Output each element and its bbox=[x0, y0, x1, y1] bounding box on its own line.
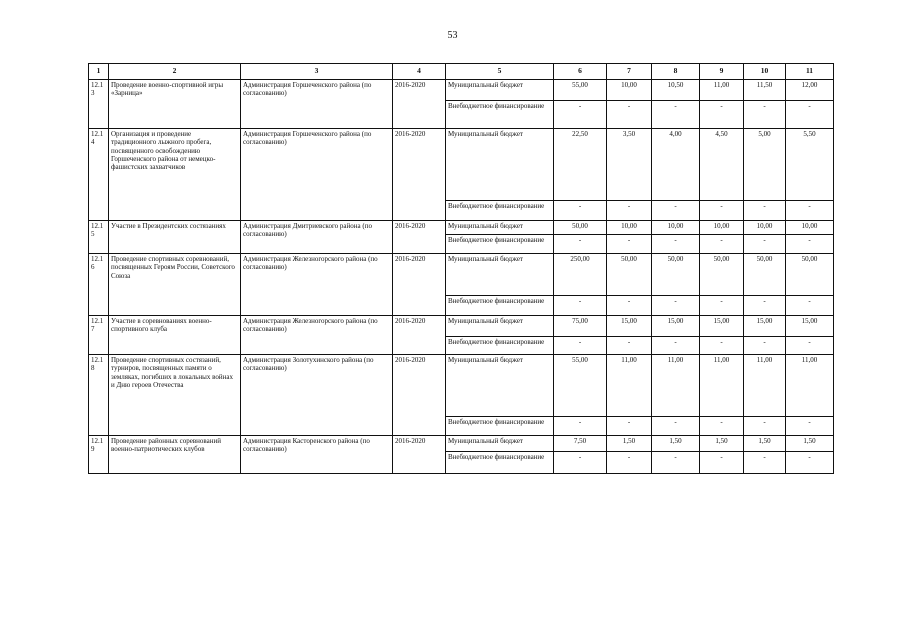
amount-cell: - bbox=[554, 452, 607, 474]
amount-cell: - bbox=[652, 417, 700, 436]
activity-name-cell: Проведение районных соревнований военно-патриотических клубов bbox=[109, 436, 241, 474]
amount-cell: 50,00 bbox=[607, 254, 652, 296]
row-id-cell: 12.13 bbox=[89, 80, 109, 129]
amount-cell: - bbox=[700, 417, 744, 436]
amount-cell: - bbox=[700, 452, 744, 474]
funding-source-cell: Внебюджетное финансирование bbox=[446, 337, 554, 355]
amount-cell: 4,50 bbox=[700, 129, 744, 201]
amount-cell: 22,50 bbox=[554, 129, 607, 201]
amount-cell: 10,50 bbox=[652, 80, 700, 101]
amount-cell: - bbox=[786, 452, 834, 474]
period-cell: 2016-2020 bbox=[393, 316, 446, 355]
amount-cell: 1,50 bbox=[786, 436, 834, 452]
table-row bbox=[89, 129, 834, 201]
executor-cell: Администрация Золотухинского района (по согласованию) bbox=[241, 355, 393, 436]
period-cell: 2016-2020 bbox=[393, 254, 446, 316]
column-header: 2 bbox=[109, 64, 241, 80]
amount-cell: 250,00 bbox=[554, 254, 607, 296]
amount-cell: - bbox=[700, 296, 744, 316]
executor-cell: Администрация Дмитриевского района (по согласованию) bbox=[241, 221, 393, 254]
amount-cell: 11,00 bbox=[786, 355, 834, 417]
amount-cell: - bbox=[652, 235, 700, 254]
amount-cell: 15,00 bbox=[607, 316, 652, 337]
amount-cell: 15,00 bbox=[700, 316, 744, 337]
amount-cell: - bbox=[554, 296, 607, 316]
amount-cell: - bbox=[744, 337, 786, 355]
row-id-cell: 12.19 bbox=[89, 436, 109, 474]
row-id-cell: 12.17 bbox=[89, 316, 109, 355]
activity-name-cell: Проведение спортивных соревнований, посвященных Героям России, Советского Союза bbox=[109, 254, 241, 316]
amount-cell: - bbox=[652, 452, 700, 474]
funding-source-cell: Внебюджетное финансирование bbox=[446, 417, 554, 436]
funding-source-cell: Муниципальный бюджет bbox=[446, 80, 554, 101]
page-number: 53 bbox=[447, 30, 458, 41]
amount-cell: 5,50 bbox=[786, 129, 834, 201]
executor-cell: Администрация Касторенского района (по согласованию) bbox=[241, 436, 393, 474]
funding-source-cell: Внебюджетное финансирование bbox=[446, 452, 554, 474]
period-cell: 2016-2020 bbox=[393, 221, 446, 254]
amount-cell: - bbox=[786, 201, 834, 221]
amount-cell: 15,00 bbox=[652, 316, 700, 337]
column-header: 8 bbox=[652, 64, 700, 80]
activity-name-cell: Организация и проведение традиционного лыжного пробега, посвященного освобождению Горшеченского района от немецко-фашистских захватчиков bbox=[109, 129, 241, 221]
funding-source-cell: Муниципальный бюджет bbox=[446, 436, 554, 452]
funding-source-cell: Внебюджетное финансирование bbox=[446, 296, 554, 316]
amount-cell: 5,00 bbox=[744, 129, 786, 201]
amount-cell: - bbox=[744, 452, 786, 474]
table-row bbox=[89, 316, 834, 337]
amount-cell: 10,00 bbox=[786, 221, 834, 235]
amount-cell: 11,00 bbox=[607, 355, 652, 417]
activity-name-cell: Участие в Президентских состязаниях bbox=[109, 221, 241, 254]
amount-cell: - bbox=[607, 101, 652, 129]
funding-source-cell: Внебюджетное финансирование bbox=[446, 101, 554, 129]
amount-cell: - bbox=[700, 235, 744, 254]
table-row bbox=[89, 436, 834, 452]
amount-cell: 10,00 bbox=[700, 221, 744, 235]
amount-cell: 55,00 bbox=[554, 355, 607, 417]
amount-cell: - bbox=[786, 417, 834, 436]
amount-cell: 3,50 bbox=[607, 129, 652, 201]
column-header: 1 bbox=[89, 64, 109, 80]
table-row bbox=[89, 355, 834, 417]
amount-cell: - bbox=[554, 337, 607, 355]
header-row bbox=[89, 64, 834, 80]
column-header: 4 bbox=[393, 64, 446, 80]
amount-cell: 15,00 bbox=[744, 316, 786, 337]
amount-cell: - bbox=[554, 101, 607, 129]
column-header: 6 bbox=[554, 64, 607, 80]
table-row bbox=[89, 221, 834, 235]
amount-cell: 50,00 bbox=[786, 254, 834, 296]
amount-cell: - bbox=[607, 201, 652, 221]
amount-cell: - bbox=[652, 337, 700, 355]
amount-cell: 50,00 bbox=[652, 254, 700, 296]
amount-cell: 10,00 bbox=[607, 221, 652, 235]
amount-cell: - bbox=[607, 452, 652, 474]
column-header: 9 bbox=[700, 64, 744, 80]
funding-source-cell: Муниципальный бюджет bbox=[446, 254, 554, 296]
funding-source-cell: Муниципальный бюджет bbox=[446, 316, 554, 337]
amount-cell: - bbox=[786, 235, 834, 254]
amount-cell: 1,50 bbox=[744, 436, 786, 452]
activity-name-cell: Участие в соревнованиях военно-спортивного клуба bbox=[109, 316, 241, 355]
column-header: 3 bbox=[241, 64, 393, 80]
amount-cell: 11,50 bbox=[744, 80, 786, 101]
amount-cell: - bbox=[700, 337, 744, 355]
executor-cell: Администрация Горшеченского района (по согласованию) bbox=[241, 80, 393, 129]
amount-cell: 11,00 bbox=[652, 355, 700, 417]
amount-cell: - bbox=[744, 201, 786, 221]
executor-cell: Администрация Железногорского района (по согласованию) bbox=[241, 254, 393, 316]
funding-source-cell: Внебюджетное финансирование bbox=[446, 235, 554, 254]
amount-cell: - bbox=[744, 235, 786, 254]
amount-cell: 15,00 bbox=[786, 316, 834, 337]
amount-cell: 11,00 bbox=[700, 355, 744, 417]
amount-cell: - bbox=[652, 201, 700, 221]
row-id-cell: 12.18 bbox=[89, 355, 109, 436]
column-header: 5 bbox=[446, 64, 554, 80]
period-cell: 2016-2020 bbox=[393, 129, 446, 221]
amount-cell: 1,50 bbox=[652, 436, 700, 452]
amount-cell: - bbox=[786, 296, 834, 316]
column-header: 11 bbox=[786, 64, 834, 80]
amount-cell: 50,00 bbox=[554, 221, 607, 235]
amount-cell: 7,50 bbox=[554, 436, 607, 452]
row-id-cell: 12.14 bbox=[89, 129, 109, 221]
amount-cell: - bbox=[786, 101, 834, 129]
amount-cell: 4,00 bbox=[652, 129, 700, 201]
amount-cell: 10,00 bbox=[744, 221, 786, 235]
amount-cell: - bbox=[744, 296, 786, 316]
column-header: 7 bbox=[607, 64, 652, 80]
amount-cell: 55,00 bbox=[554, 80, 607, 101]
amount-cell: - bbox=[607, 337, 652, 355]
amount-cell: 1,50 bbox=[607, 436, 652, 452]
period-cell: 2016-2020 bbox=[393, 80, 446, 129]
period-cell: 2016-2020 bbox=[393, 436, 446, 474]
amount-cell: - bbox=[786, 337, 834, 355]
amount-cell: - bbox=[607, 235, 652, 254]
amount-cell: - bbox=[744, 417, 786, 436]
table-row bbox=[89, 80, 834, 101]
amount-cell: 50,00 bbox=[700, 254, 744, 296]
amount-cell: - bbox=[607, 417, 652, 436]
funding-source-cell: Муниципальный бюджет bbox=[446, 129, 554, 201]
activity-name-cell: Проведение военно-спортивной игры «Зарница» bbox=[109, 80, 241, 129]
amount-cell: 11,00 bbox=[744, 355, 786, 417]
funding-source-cell: Внебюджетное финансирование bbox=[446, 201, 554, 221]
amount-cell: - bbox=[554, 201, 607, 221]
row-id-cell: 12.15 bbox=[89, 221, 109, 254]
funding-source-cell: Муниципальный бюджет bbox=[446, 221, 554, 235]
activity-name-cell: Проведение спортивных состязаний, турниров, посвященных памяти о земляках, погибших в локальных войнах и Дню героев Отечества bbox=[109, 355, 241, 436]
amount-cell: 1,50 bbox=[700, 436, 744, 452]
amount-cell: 12,00 bbox=[786, 80, 834, 101]
amount-cell: - bbox=[607, 296, 652, 316]
amount-cell: - bbox=[554, 235, 607, 254]
amount-cell: 11,00 bbox=[700, 80, 744, 101]
executor-cell: Администрация Горшеченского района (по согласованию) bbox=[241, 129, 393, 221]
amount-cell: - bbox=[652, 296, 700, 316]
amount-cell: 75,00 bbox=[554, 316, 607, 337]
table-row bbox=[89, 254, 834, 296]
amount-cell: - bbox=[744, 101, 786, 129]
amount-cell: 50,00 bbox=[744, 254, 786, 296]
executor-cell: Администрация Железногорского района (по согласованию) bbox=[241, 316, 393, 355]
period-cell: 2016-2020 bbox=[393, 355, 446, 436]
amount-cell: 10,00 bbox=[652, 221, 700, 235]
funding-source-cell: Муниципальный бюджет bbox=[446, 355, 554, 417]
amount-cell: - bbox=[700, 101, 744, 129]
amount-cell: - bbox=[554, 417, 607, 436]
amount-cell: - bbox=[700, 201, 744, 221]
row-id-cell: 12.16 bbox=[89, 254, 109, 316]
column-header: 10 bbox=[744, 64, 786, 80]
amount-cell: - bbox=[652, 101, 700, 129]
amount-cell: 10,00 bbox=[607, 80, 652, 101]
budget-table bbox=[88, 63, 834, 474]
